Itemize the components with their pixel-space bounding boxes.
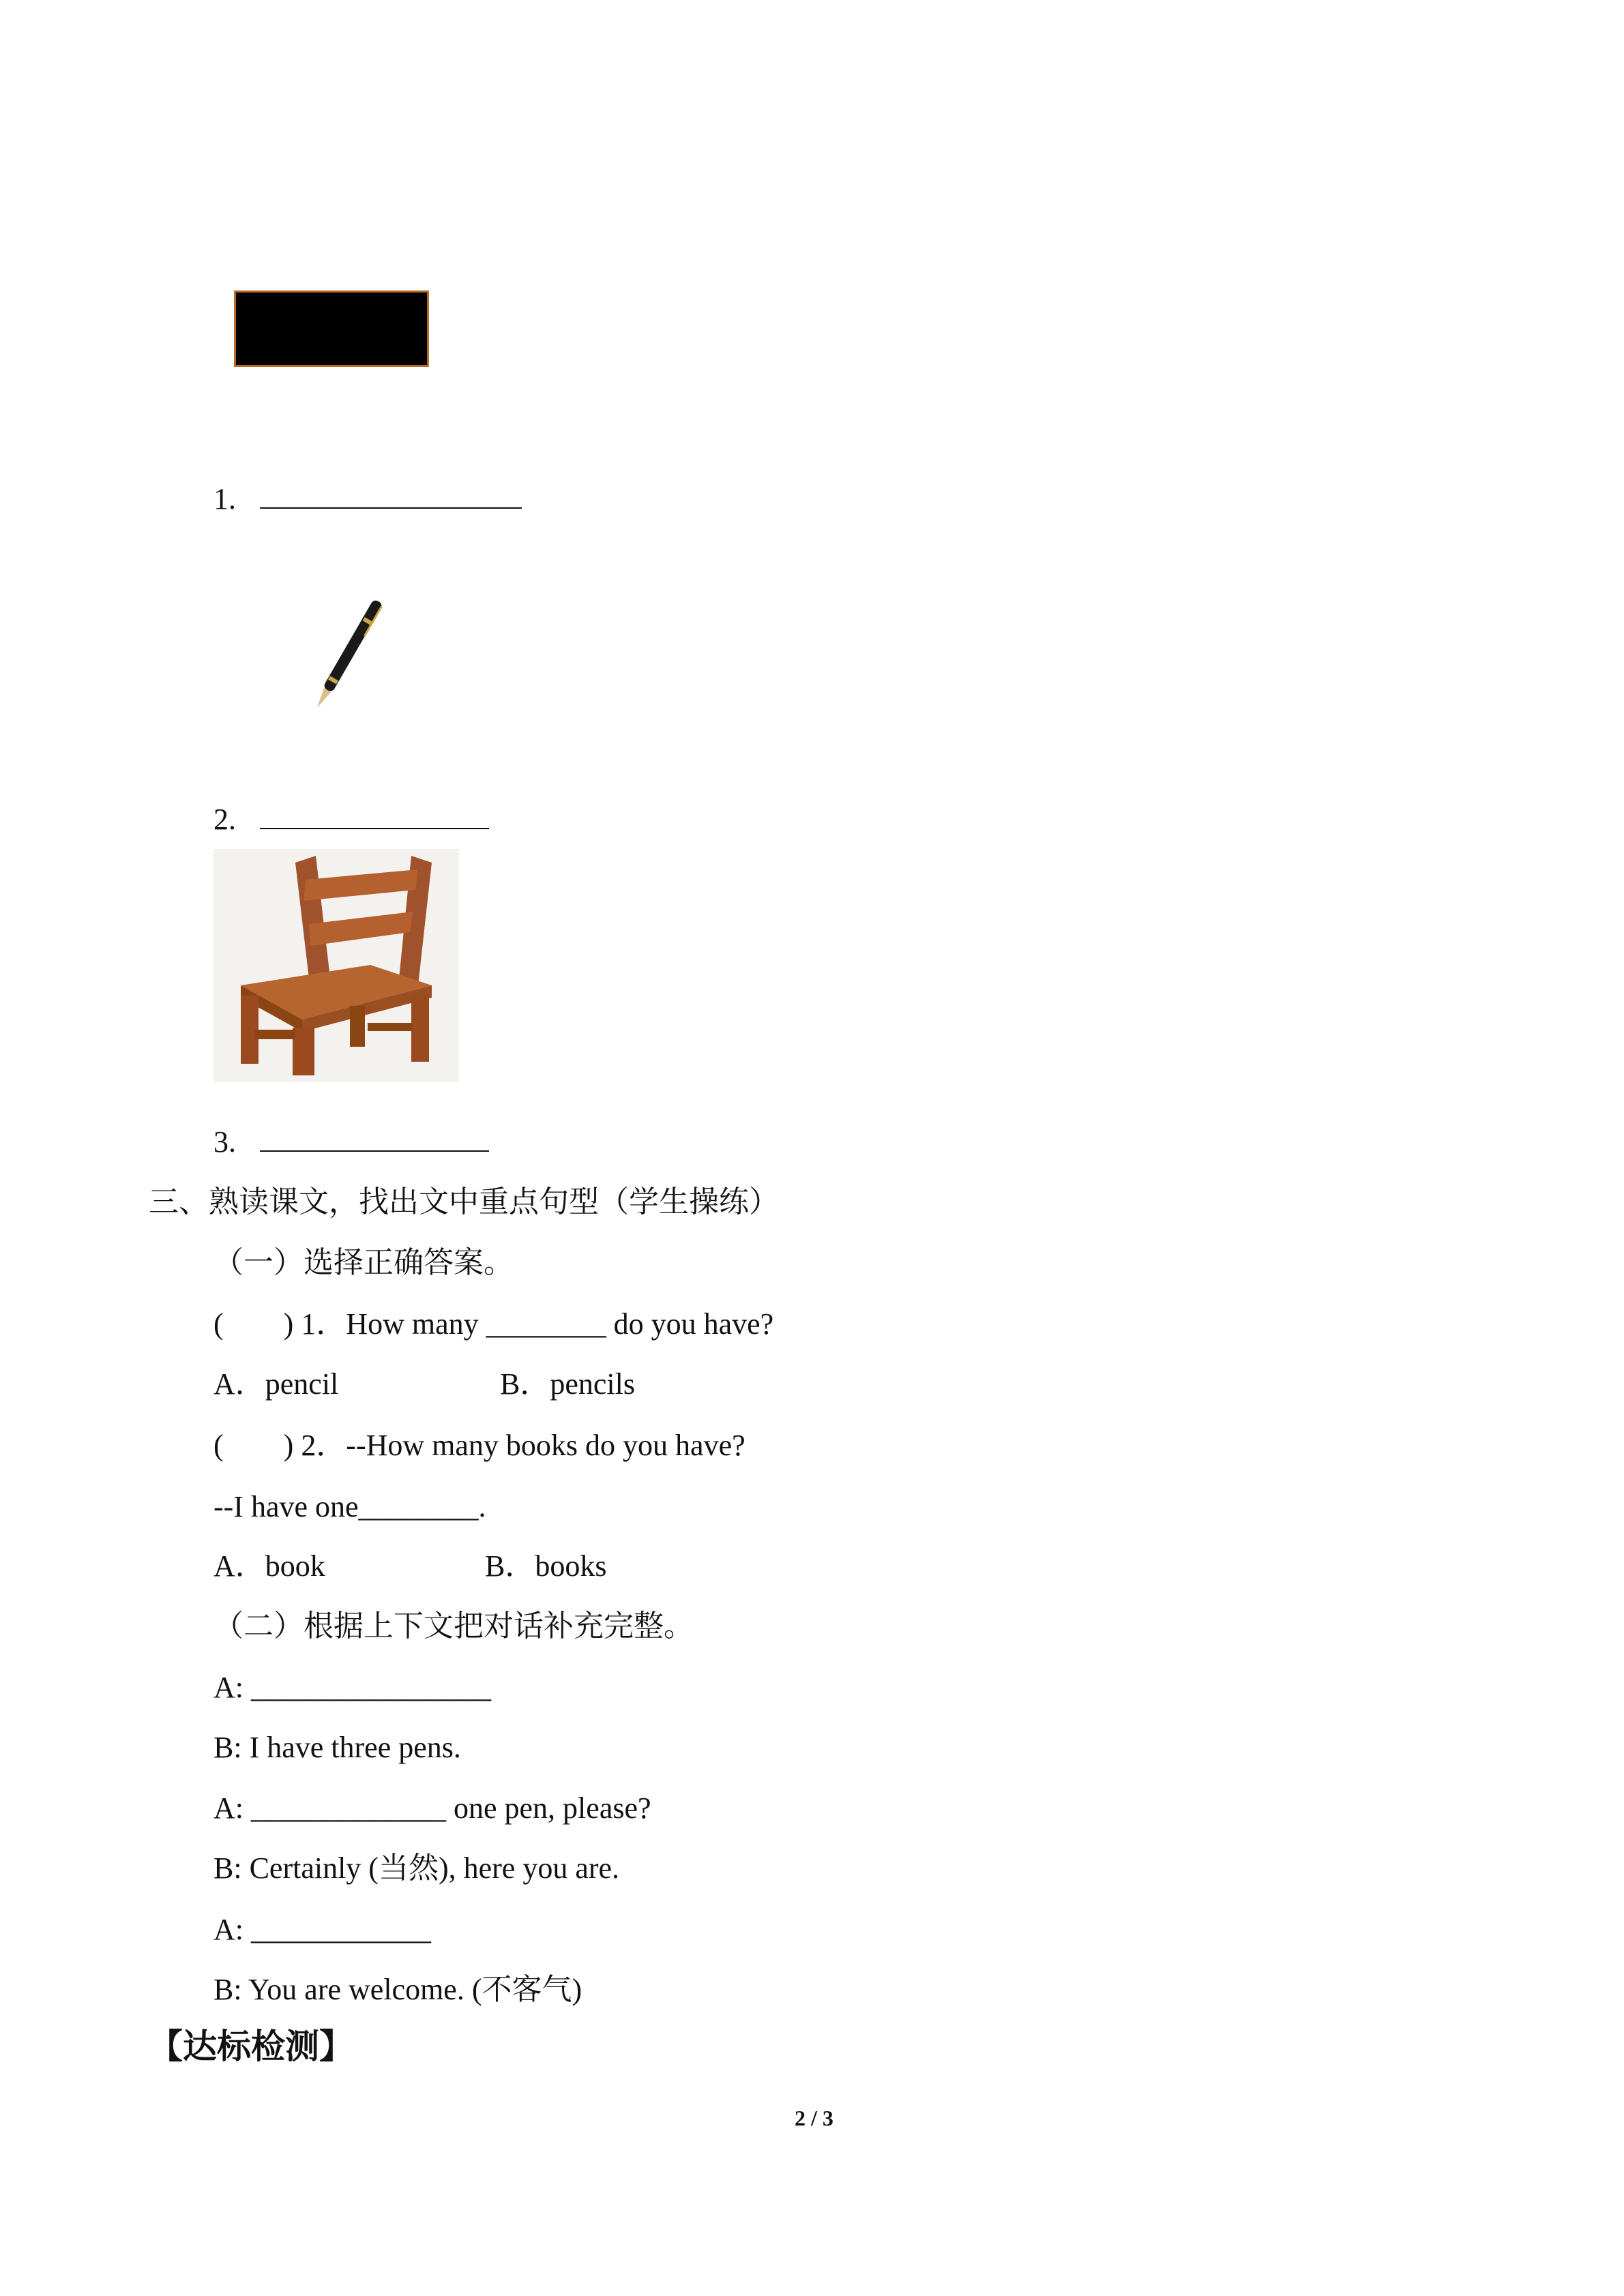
- question-1-paren[interactable]: ( ): [213, 1307, 294, 1341]
- dialog-line-6: B: You are welcome. (不客气): [213, 1973, 582, 2006]
- question-2-text: 2．--How many books do you have?: [301, 1429, 745, 1462]
- check-heading: 【达标检测】: [149, 2027, 353, 2066]
- item-3-number: 3.: [213, 1125, 236, 1159]
- item-2: [213, 799, 489, 840]
- pen-icon: [293, 586, 402, 723]
- chair-icon: [213, 849, 459, 1082]
- item-1: [213, 479, 522, 520]
- item-3: [213, 1122, 489, 1163]
- section-3-title: 三、熟读课文，找出文中重点句型（学生操练）: [149, 1185, 779, 1219]
- blackboard-image: [234, 290, 429, 367]
- part-2-title: （二）根据上下文把对话补充完整。: [213, 1609, 694, 1643]
- question-1: [213, 1304, 773, 1345]
- question-2: [213, 1425, 745, 1466]
- item-3-answer-blank[interactable]: [260, 1123, 489, 1152]
- question-2-option-a: A．book: [213, 1549, 325, 1583]
- page-number: 2 / 3: [795, 2106, 833, 2130]
- question-2-paren[interactable]: ( ): [213, 1429, 294, 1462]
- dialog-line-2: B: I have three pens.: [213, 1731, 461, 1764]
- part-1-title: （一）选择正确答案。: [213, 1246, 514, 1279]
- dialog-line-4: B: Certainly (当然), here you are.: [213, 1851, 620, 1885]
- question-1-option-a: A．pencil: [213, 1367, 339, 1401]
- item-1-number: 1.: [213, 482, 236, 516]
- chair-image: [213, 849, 459, 1082]
- item-1-answer-blank[interactable]: [260, 480, 522, 509]
- question-2-option-b: B．books: [485, 1549, 607, 1583]
- question-1-text: 1．How many ________ do you have?: [301, 1307, 774, 1341]
- dialog-line-3: A: _____________ one pen, please?: [213, 1791, 651, 1825]
- item-2-answer-blank[interactable]: [260, 801, 489, 829]
- dialog-line-5: A: ____________: [213, 1913, 431, 1946]
- pen-image: [293, 586, 402, 723]
- dialog-line-1: A: ________________: [213, 1671, 491, 1704]
- question-1-option-b: B．pencils: [500, 1367, 635, 1401]
- item-2-number: 2.: [213, 803, 236, 836]
- question-2-answer-line: --I have one________.: [213, 1490, 486, 1523]
